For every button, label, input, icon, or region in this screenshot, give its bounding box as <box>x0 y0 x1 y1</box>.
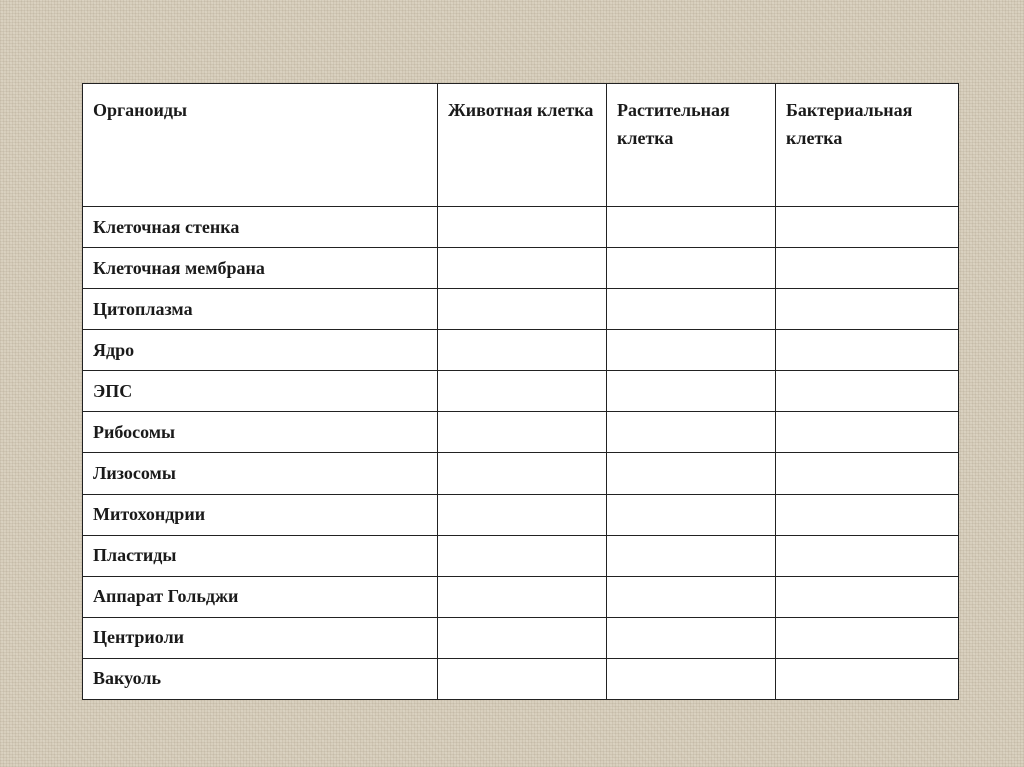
row-label: Ядро <box>83 330 438 371</box>
cell-animal[interactable] <box>438 535 607 576</box>
cell-plant[interactable] <box>607 453 776 494</box>
cell-bacterial[interactable] <box>776 453 959 494</box>
cell-plant[interactable] <box>607 412 776 453</box>
table-row <box>83 330 959 371</box>
row-label: Цитоплазма <box>83 289 438 330</box>
table-row <box>83 535 959 576</box>
table-row <box>83 207 959 248</box>
cell-bacterial[interactable] <box>776 207 959 248</box>
cell-bacterial[interactable] <box>776 494 959 535</box>
table-row <box>83 494 959 535</box>
cell-plant[interactable] <box>607 535 776 576</box>
cell-animal[interactable] <box>438 330 607 371</box>
cell-animal[interactable] <box>438 248 607 289</box>
table-row <box>83 412 959 453</box>
cell-bacterial[interactable] <box>776 371 959 412</box>
row-label: Рибосомы <box>83 412 438 453</box>
header-organoids: Органоиды <box>83 84 438 207</box>
cell-animal[interactable] <box>438 658 607 699</box>
cell-animal[interactable] <box>438 453 607 494</box>
row-label: ЭПС <box>83 371 438 412</box>
cell-plant[interactable] <box>607 248 776 289</box>
header-animal-cell: Животная клетка <box>438 84 607 207</box>
cell-bacterial[interactable] <box>776 576 959 617</box>
table-row <box>83 453 959 494</box>
cell-bacterial[interactable] <box>776 248 959 289</box>
cell-plant[interactable] <box>607 207 776 248</box>
row-label: Пластиды <box>83 535 438 576</box>
cell-plant[interactable] <box>607 330 776 371</box>
table-row <box>83 248 959 289</box>
row-label: Митохондрии <box>83 494 438 535</box>
row-label: Клеточная стенка <box>83 207 438 248</box>
cell-animal[interactable] <box>438 576 607 617</box>
table-row <box>83 658 959 699</box>
row-label: Аппарат Гольджи <box>83 576 438 617</box>
header-plant-cell: Растительная клетка <box>607 84 776 207</box>
cell-animal[interactable] <box>438 289 607 330</box>
cell-bacterial[interactable] <box>776 617 959 658</box>
row-label: Центриоли <box>83 617 438 658</box>
cell-bacterial[interactable] <box>776 535 959 576</box>
cell-animal[interactable] <box>438 371 607 412</box>
cell-bacterial[interactable] <box>776 658 959 699</box>
cell-plant[interactable] <box>607 371 776 412</box>
organoid-comparison-table <box>82 83 959 700</box>
cell-bacterial[interactable] <box>776 330 959 371</box>
cell-animal[interactable] <box>438 617 607 658</box>
row-label: Вакуоль <box>83 658 438 699</box>
cell-plant[interactable] <box>607 576 776 617</box>
cell-animal[interactable] <box>438 412 607 453</box>
cell-plant[interactable] <box>607 617 776 658</box>
table-sheet <box>82 83 958 700</box>
cell-bacterial[interactable] <box>776 289 959 330</box>
row-label: Клеточная мембрана <box>83 248 438 289</box>
table-row <box>83 289 959 330</box>
cell-plant[interactable] <box>607 289 776 330</box>
row-label: Лизосомы <box>83 453 438 494</box>
cell-animal[interactable] <box>438 494 607 535</box>
cell-animal[interactable] <box>438 207 607 248</box>
table-header-row <box>83 84 959 207</box>
cell-plant[interactable] <box>607 658 776 699</box>
cell-bacterial[interactable] <box>776 412 959 453</box>
table-row <box>83 617 959 658</box>
cell-plant[interactable] <box>607 494 776 535</box>
table-row <box>83 576 959 617</box>
header-bacterial-cell: Бактериальная клетка <box>776 84 959 207</box>
table-row <box>83 371 959 412</box>
